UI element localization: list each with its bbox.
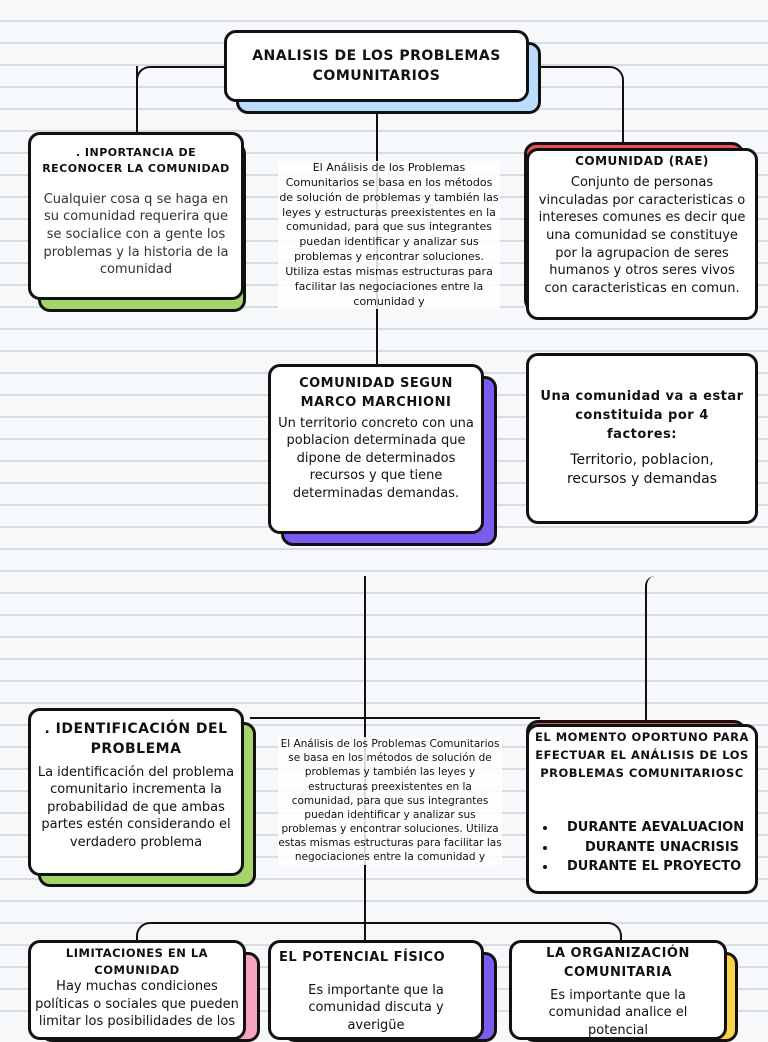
limitaciones-text: Hay muchas condiciones políticas o sociales que pueden limitar los posibilidades de los <box>35 979 239 1030</box>
factores-text: Territorio, poblacion, recursos y demandas <box>566 451 718 487</box>
connector <box>136 66 228 86</box>
importancia-card <box>28 132 244 300</box>
importancia-title: . INPORTANCIA DE RECONOCER LA COMUNIDAD <box>42 146 230 175</box>
center-description: El Análisis de los Problemas Comunitarios se basa en los métodos de solución de problemas y también las leyes y estructuras preexistentes en la comunidad, para que sus integrantes puedan identificar y analizar sus problemas y encontrar soluciones. Utiliza estas mismas estructuras para facilitar las negociaciones entre la comunidad y <box>279 161 499 308</box>
momento-title: EL MOMENTO OPORTUNO PARA EFECTUAR EL ANÁLISIS DE LOS PROBLEMAS COMUNITARIOSC <box>535 730 749 780</box>
momento-card <box>526 724 758 894</box>
potencial-text: Es importante que la comunidad discuta y averigüe <box>308 982 444 1033</box>
limitaciones-title: LIMITACIONES EN LA COMUNIDAD <box>65 946 209 977</box>
factores-title: Una comunidad va a estar constituida por 4 factores: <box>540 389 744 443</box>
factores-card <box>526 353 758 524</box>
page-title: ANALISIS DE LOS PROBLEMAS COMUNITARIOS <box>252 47 501 84</box>
list-item: • DURANTE UNACRISIS <box>557 838 749 858</box>
list-item: • DURANTE AEVALUACION <box>557 818 749 838</box>
marchioni-text: Un territorio concreto con una poblacion determinada que dipone de determinados recursos y que tiene determinadas demandas. <box>278 415 474 501</box>
rae-text: Conjunto de personas vinculadas por caracteristicas o intereses comunes es decir que una comunidad se constituye por la agrupacion de seres humanos y otros seres vivos con caracteristicas en comun. <box>538 175 746 296</box>
connector <box>528 66 624 146</box>
potencial-title: EL POTENCIAL FÍSICO <box>279 950 446 965</box>
identificacion-card <box>28 708 244 876</box>
identificacion-text: La identificación del problema comunitario incrementa la probabilidad de que ambas partes estén considerando el verdadero problema <box>37 764 235 850</box>
organizacion-text: Es importante que la comunidad analice el potencial <box>548 987 688 1038</box>
limitaciones-card <box>28 940 246 1040</box>
center-description-2: El Análisis de los Problemas Comunitarios se basa en los métodos de solución de problemas y también las leyes y estructuras preexistentes en la comunidad, para que sus integrantes puedan identificar y analizar sus problemas y encontrar soluciones. Utiliza estas mismas estructuras para facilitar las negociaciones entre la comunidad y <box>278 738 502 864</box>
identificacion-title: . IDENTIFICACIÓN DEL PROBLEMA <box>44 721 228 758</box>
connector <box>645 576 657 726</box>
marchioni-title: COMUNIDAD SEGUN MARCO MARCHIONI <box>299 376 453 410</box>
rae-title: COMUNIDAD (RAE) <box>575 154 709 168</box>
connector <box>250 717 540 719</box>
title-card <box>224 30 529 102</box>
organizacion-card <box>509 940 727 1040</box>
marchioni-card <box>268 364 484 534</box>
organizacion-title: LA ORGANIZACIÓN COMUNITARIA <box>546 946 690 980</box>
momento-list <box>535 818 749 877</box>
importancia-text: Cualquier cosa q se haga en su comunidad requerira que se socialice con a gente los problemas y la historia de la comunidad <box>43 191 229 278</box>
potencial-card <box>268 940 484 1040</box>
rae-card <box>526 148 758 320</box>
list-item: • DURANTE EL PROYECTO <box>557 857 749 877</box>
